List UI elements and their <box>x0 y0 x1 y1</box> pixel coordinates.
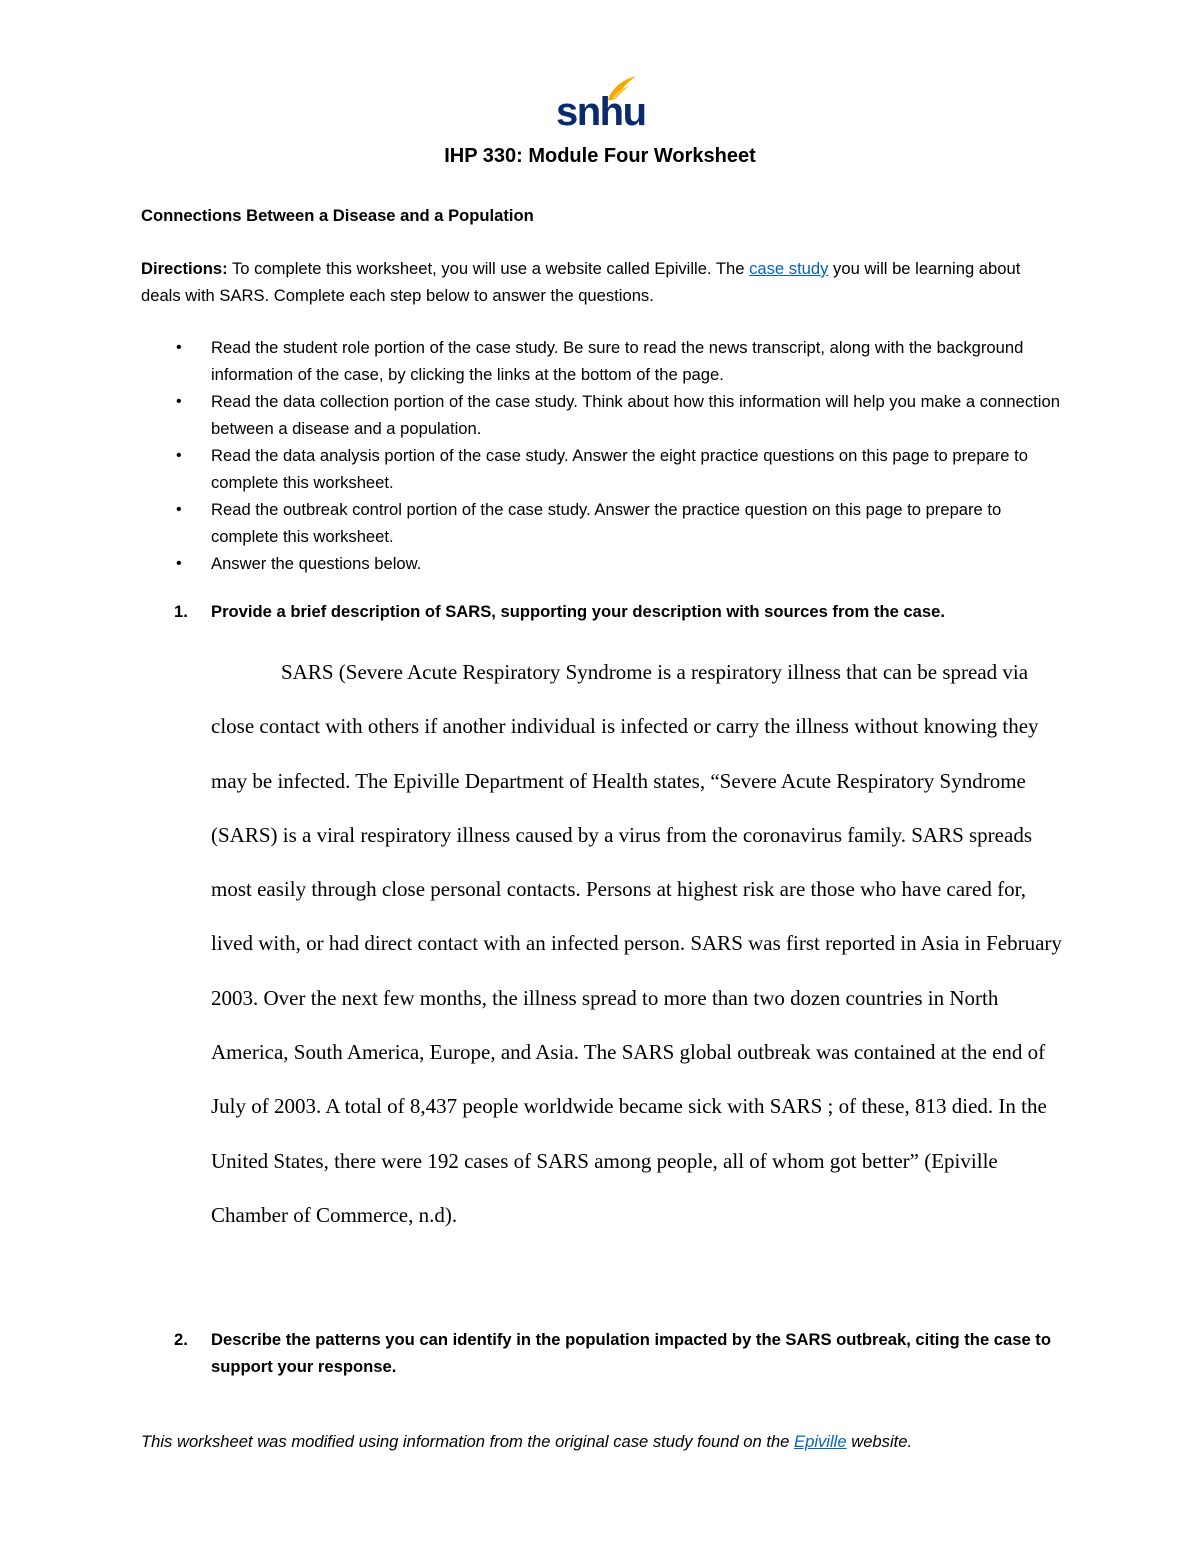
directions-paragraph <box>141 255 1061 309</box>
list-item-text: Read the data analysis portion of the case study. Answer the eight practice questions on this page to prepare to complete this worksheet. <box>211 446 1028 492</box>
instruction-list <box>141 334 1061 577</box>
list-item <box>141 550 1061 577</box>
list-item-text: Read the data collection portion of the case study. Think about how this information will help you make a connection between a disease and a population. <box>211 392 1060 438</box>
answer-text: SARS (Severe Acute Respiratory Syndrome is a respiratory illness that can be spread via close contact with others if another individual is infected or carry the illness without knowing they may be infected. The Epiville Department of Health states, “Severe Acute Respiratory Syndrome (SARS) is a viral respiratory illness caused by a virus from the coronavirus family. SARS spreads most easily through close personal contacts. Persons at highest risk are those who have cared for, lived with, or had direct contact with an infected person. SARS was first reported in Asia in February 2003. Over the next few months, the illness spread to more than two dozen countries in North America, South America, Europe, and Asia. The SARS global outbreak was contained at the end of July of 2003. A total of 8,437 people worldwide became sick with SARS ; of these, 813 died. In the United States, there were 192 cases of SARS among people, all of whom got better” (Epiville Chamber of Commerce, n.d). <box>211 660 1062 1227</box>
question-number: 1. <box>174 602 188 621</box>
question-text: Describe the patterns you can identify in the population impacted by the SARS outbreak, citing the case to support your response. <box>211 1330 1051 1376</box>
question-text: Provide a brief description of SARS, supporting your description with sources from the case. <box>211 602 945 621</box>
list-item-text: Answer the questions below. <box>211 554 422 573</box>
list-item <box>141 388 1061 442</box>
list-item <box>141 334 1061 388</box>
epiville-link[interactable]: Epiville <box>794 1432 847 1451</box>
bullet-icon: • <box>176 555 182 572</box>
section-heading: Connections Between a Disease and a Population <box>141 206 534 225</box>
answer-1 <box>211 645 1071 1242</box>
case-study-link[interactable]: case study <box>749 259 829 278</box>
directions-text-1: To complete this worksheet, you will use a website called Epiville. The <box>227 259 750 278</box>
list-item-text: Read the outbreak control portion of the case study. Answer the practice question on this page to prepare to complete this worksheet. <box>211 500 1002 546</box>
logo-wordmark: snhu <box>556 90 646 134</box>
page-title: IHP 330: Module Four Worksheet <box>444 145 756 167</box>
list-item <box>141 496 1061 550</box>
question-2 <box>141 1326 1061 1380</box>
bullet-icon: • <box>176 339 182 356</box>
footer-text-2: website. <box>846 1432 913 1451</box>
question-1 <box>141 598 1061 625</box>
directions-text-2: you will be learning about deals with SARS. Complete each step below to answer the questions. <box>141 259 1021 305</box>
question-number: 2. <box>174 1330 188 1349</box>
bullet-icon: • <box>176 447 182 464</box>
list-item-text: Read the student role portion of the case study. Be sure to read the news transcript, along with the background information of the case, by clicking the links at the bottom of the page. <box>211 338 1024 384</box>
footer-text-1: This worksheet was modified using information from the original case study found on the <box>141 1432 795 1451</box>
bullet-icon: • <box>176 501 182 518</box>
snhu-logo <box>556 74 646 134</box>
bullet-icon: • <box>176 393 182 410</box>
directions-label: Directions: <box>141 259 228 278</box>
list-item <box>141 442 1061 496</box>
footer-note <box>141 1428 1061 1455</box>
